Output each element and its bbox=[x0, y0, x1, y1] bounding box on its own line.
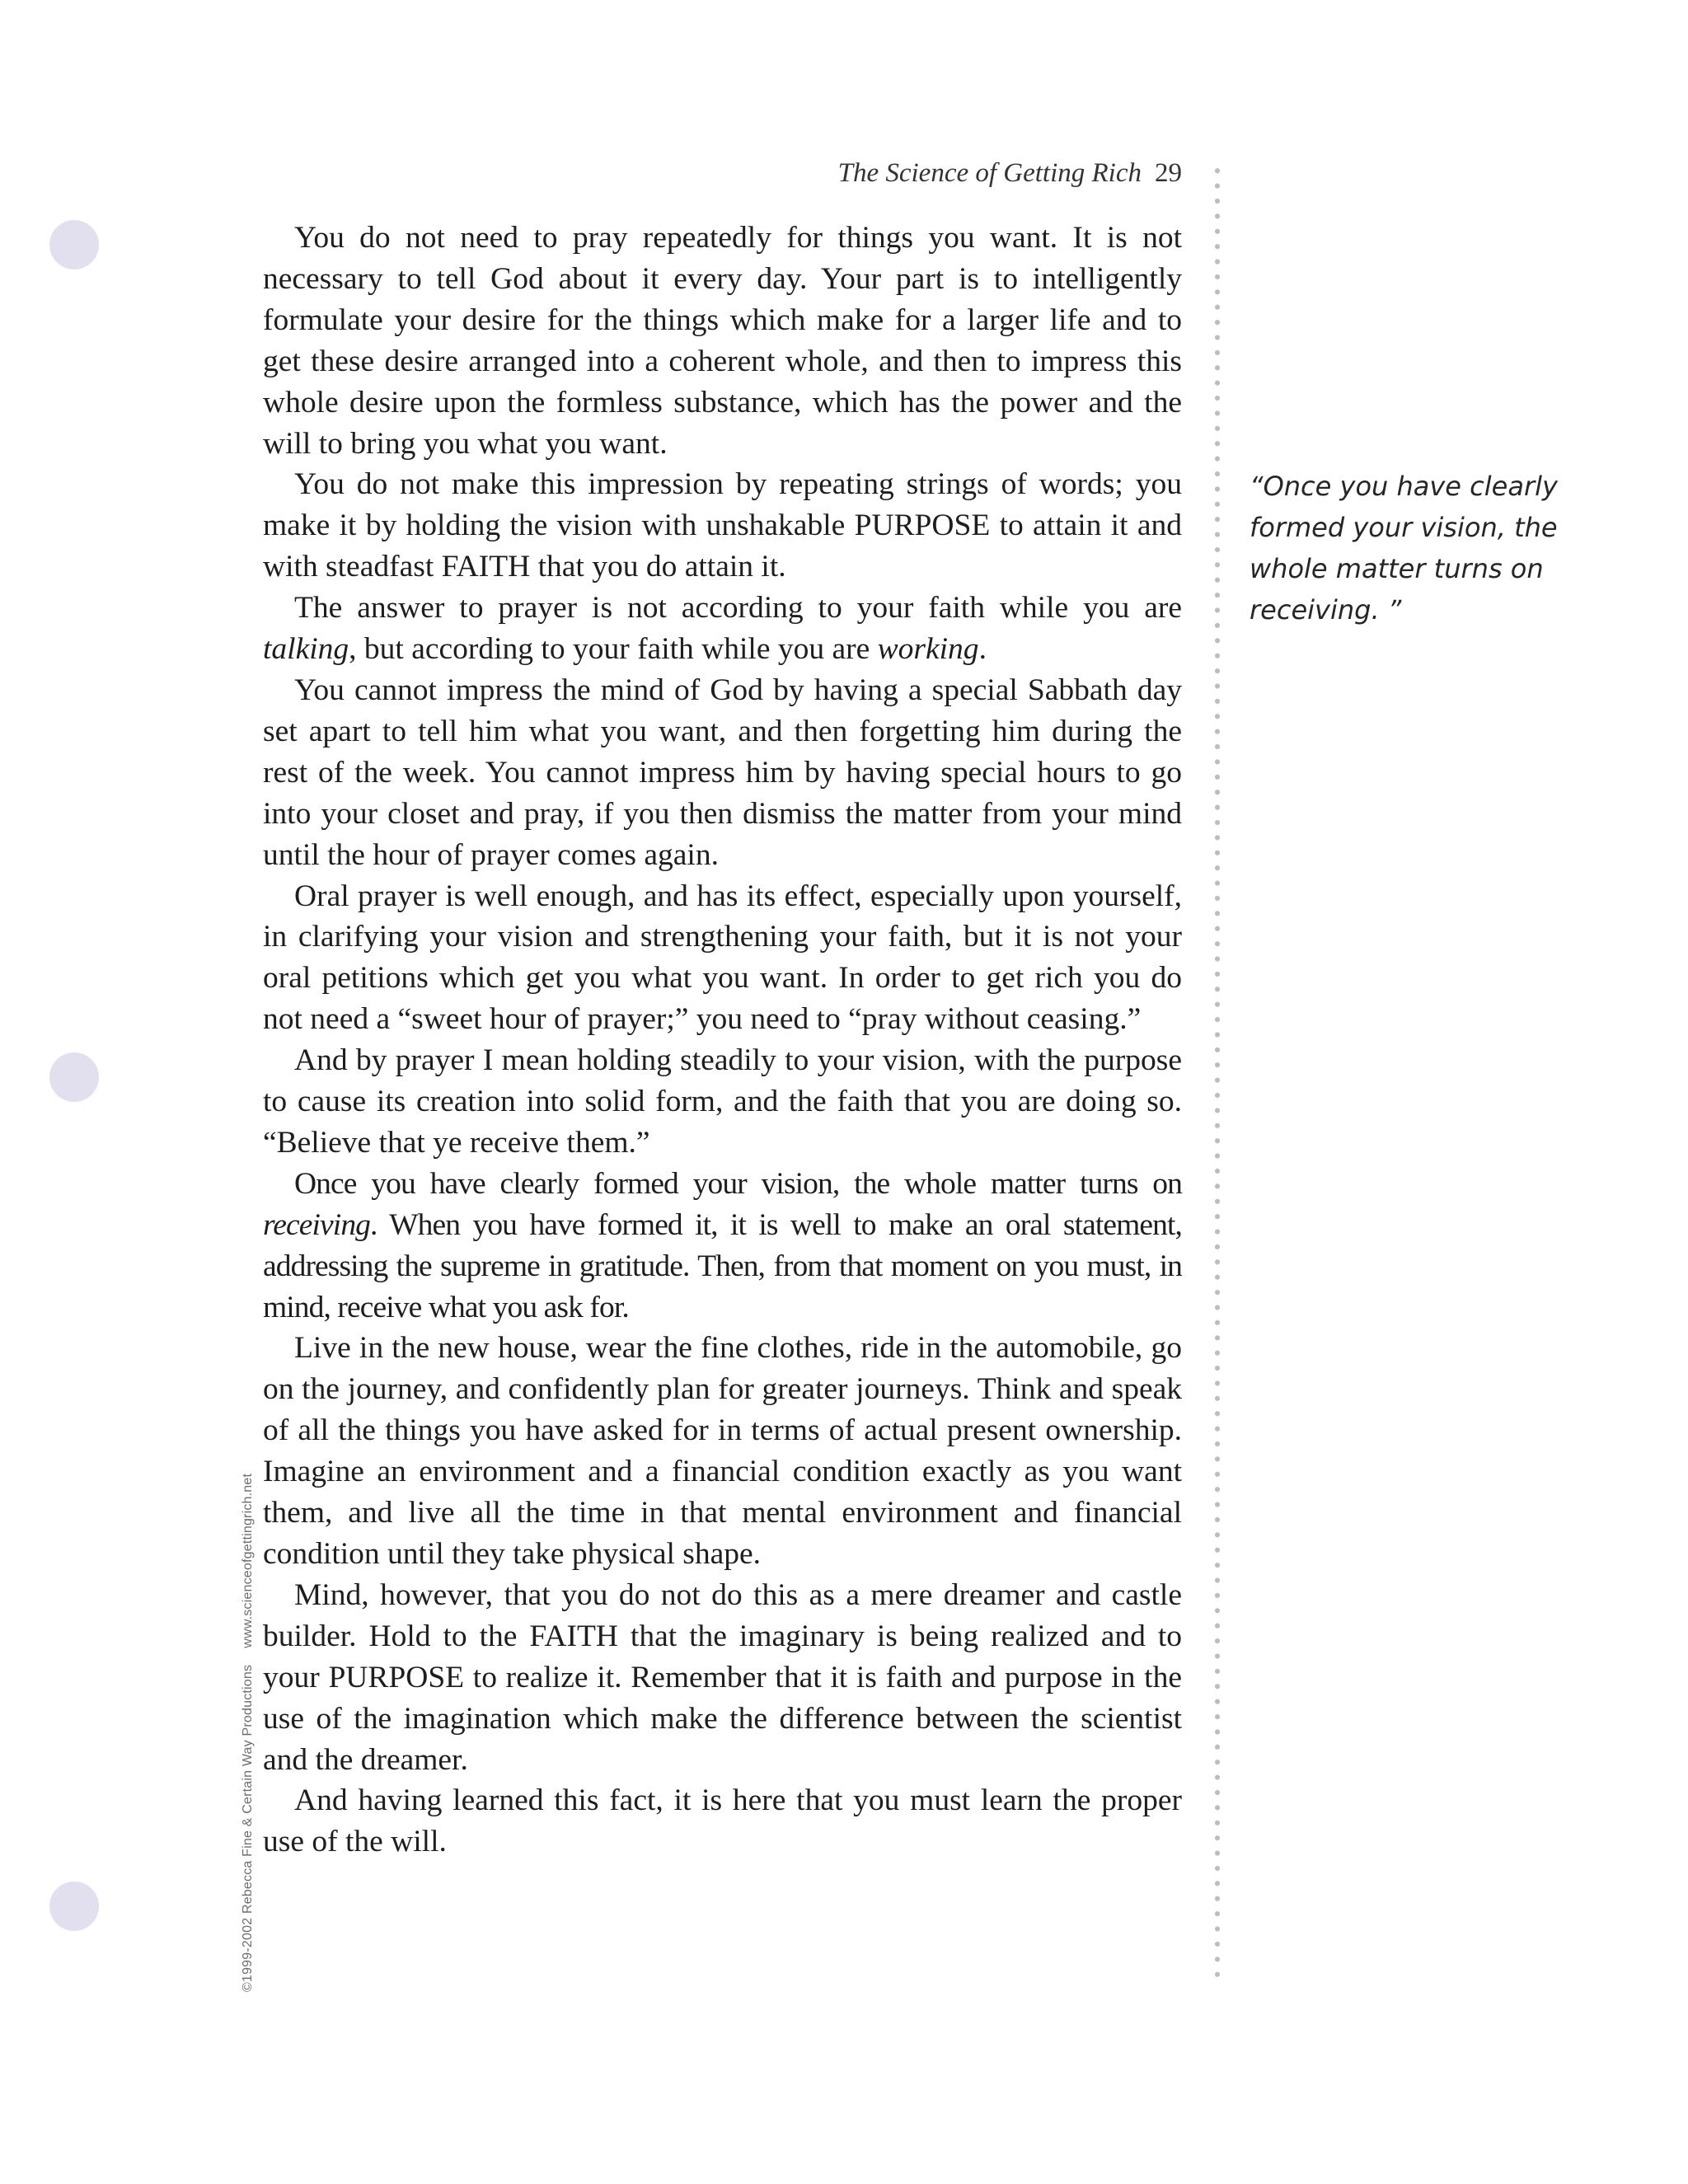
punch-hole-bottom bbox=[49, 1882, 99, 1931]
punch-hole-middle bbox=[49, 1052, 99, 1102]
website-text: www.scienceofgettingrich.net bbox=[241, 1473, 255, 1648]
paragraph-3-text: . bbox=[978, 632, 987, 667]
page-number: 29 bbox=[1155, 158, 1182, 188]
paragraph-3-text: , but according to your faith while you are bbox=[349, 632, 878, 667]
punch-hole-top bbox=[49, 220, 99, 269]
paragraph-9: Mind, however, that you do not do this as a mere dreamer and castle builder. Hold to the FAITH that the imaginary is being realized and to your PURPOSE to realize it. Remember that it is faith and purpose in the use of the imagination which make the difference between the scientist and the dreamer. bbox=[263, 1577, 1182, 1777]
paragraph-10: And having learned this fact, it is here that you must learn the proper use of the will. bbox=[263, 1783, 1182, 1859]
body-text bbox=[263, 218, 1182, 1863]
paragraph-7-text: . When you have formed it, it is well to make an oral statement, addressing the supreme in gratitude. Then, from that moment on you must, in mind, receive what you ask for. bbox=[263, 1207, 1182, 1324]
paragraph-8: Live in the new house, wear the fine clothes, ride in the automobile, go on the journey, and confidently plan for greater journeys. Think and speak of all the things you have asked for in terms of actual present ownership. Imagine an environment and a financial condition exactly as you want them, and live all the time in that mental environment and financial condition until they take physical shape. bbox=[263, 1331, 1182, 1571]
paragraph-4: You cannot impress the mind of God by having a special Sabbath day set apart to tell him what you want, and then forgetting him during the rest of the week. You cannot impress him by having special hours to go into your closet and pray, if you then dismiss the matter from your mind until the hour of prayer comes again. bbox=[263, 673, 1182, 872]
emphasis-talking: talking bbox=[263, 632, 349, 667]
paragraph-5: Oral prayer is well enough, and has its effect, especially upon yourself, in clarifying your vision and strengthening your faith, but it is not your oral petitions which get you what you want. In order to get rich you do not need a “sweet hour of prayer;” you need to “pray without ceasing.” bbox=[263, 879, 1182, 1037]
emphasis-working: working bbox=[877, 632, 979, 667]
paragraph-3 bbox=[263, 588, 1182, 670]
paragraph-7 bbox=[263, 1164, 1182, 1329]
copyright-notice bbox=[241, 1474, 256, 1992]
paragraph-6: And by prayer I mean holding steadily to your vision, with the purpose to cause its creation into solid form, and the faith that you are doing so. “Believe that ye receive them.” bbox=[263, 1043, 1182, 1160]
paragraph-1: You do not need to pray repeatedly for things you want. It is not necessary to tell God about it every day. Your part is to intelligently formulate your desire for the things which make for a larger life and to get these desire arranged into a coherent whole, and then to impress this whole desire upon the formless substance, which has the power and the will to bring you what you want. bbox=[263, 221, 1182, 461]
paragraph-2: You do not make this impression by repeating strings of words; you make it by holding the vision with unshakable PURPOSE to attain it and with steadfast FAITH that you do attain it. bbox=[263, 467, 1182, 584]
pull-quote: “Once you have clearly formed your vision, the whole matter turns on receiving. ” bbox=[1250, 471, 1558, 626]
book-title: The Science of Getting Rich bbox=[837, 158, 1142, 188]
dotted-divider bbox=[1214, 163, 1221, 1985]
paragraph-7-text: Once you have clearly formed your vision, the whole matter turns on bbox=[294, 1166, 1182, 1201]
emphasis-receiving: receiving bbox=[263, 1207, 371, 1242]
running-header bbox=[742, 157, 1182, 190]
copyright-text: ©1999-2002 Rebecca Fine & Certain Way Productions bbox=[241, 1664, 255, 1992]
paragraph-3-text: The answer to prayer is not according to your faith while you are bbox=[294, 591, 1182, 626]
